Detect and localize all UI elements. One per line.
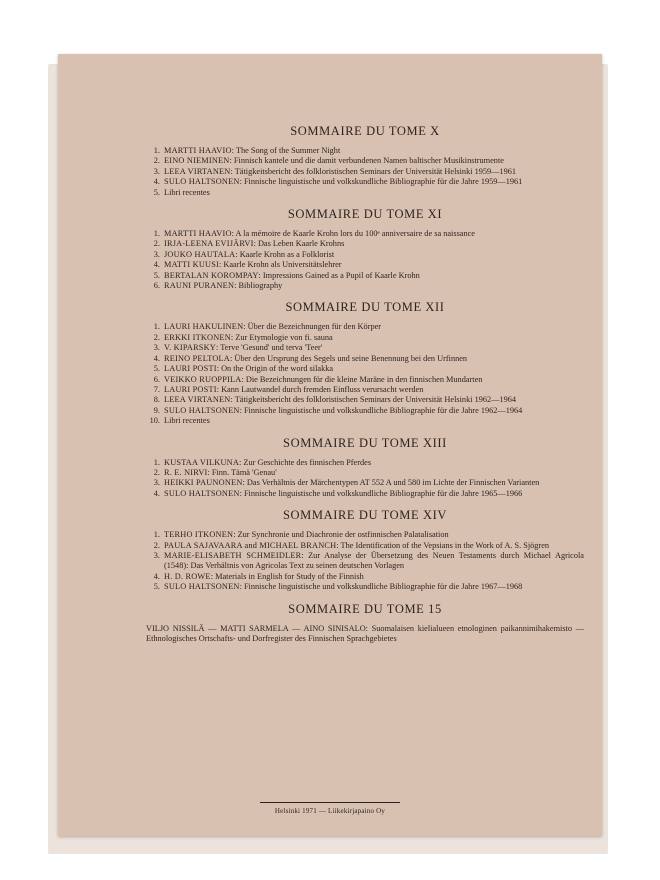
author: KUSTAA VILKUNA [164,457,240,467]
list-item: 3. V. KIPARSKY: Terve 'Gesund' und terva 'Teer' [153,343,323,353]
article-title: : The Identification of the Vepsians in the Work of A. S. Sjögren [336,540,550,550]
list-item: 3. LEEA VIRTANEN: Tätigkeitsbericht des folkloristischen Seminars der Universität Helsinki 1959—1961 [153,166,517,176]
article-title: : Kaarle Krohn als Universitätslehrer [218,260,342,270]
article-title: : Finn. Tämä 'Genau' [207,467,277,477]
list-item: 9. SULO HALTSONEN: Finnische linguistische und volkskundliche Bibliographie für die Jahre 1962—1964 [153,405,523,415]
author: MARTTI HAAVIO [164,146,232,155]
section-tome-xii [146,300,584,426]
tome-15-description: VILJO NISSILÄ — MATTI SARMELA — AINO SINISALO: Suomalaisen kielialueen etnologinen paikannimihakemisto — Ethnologisches Ortschafts- und Dorfregister des Finnischen Sprachgebietes [146,623,584,643]
list-item: 7. LAURI POSTI: Kann Lautwandel durch fremden Einfluss verursacht werden [153,384,424,394]
article-title: : Über den Ursprung des Segels und seine Benennung bei den Urfinnen [229,353,468,363]
article-title: Libri recentes [164,187,210,197]
author: SULO HALTSONEN [164,405,240,415]
author: LAURI POSTI [164,364,217,374]
author: IRJA-LEENA EVIJÄRVI [164,239,254,249]
article-title: : Die Bezeichnungen für die kleine Maräne in den finnischen Mundarten [241,374,483,384]
author: LEEA VIRTANEN [164,395,231,405]
author: SULO HALTSONEN [164,582,240,592]
author: RAUNI PURANEN [164,281,235,291]
list-item: 3. MARIE-ELISABETH SCHMEIDLER: Zur Analyse der Übersetzung des Neuen Testaments durch Michael Agricola (1548): Das Verhältnis von Agricolas Text zu seinen deutschen Vorlagen [153,550,584,571]
list-item: 3. JOUKO HAUTALA: Kaarle Krohn as a Folklorist [153,249,335,259]
author: LAURI HAKULINEN [164,322,244,332]
list-item: 2. R. E. NIRVI: Finn. Tämä 'Genau' [153,467,277,477]
article-title: : A la mémoire de Kaarle Krohn lors du 100ᵉ anniversaire de sa naissance [231,229,475,239]
article-title: : Terve 'Gesund' und terva 'Teer' [216,343,323,353]
list-item: 4. MATTI KUUSI: Kaarle Krohn als Universitätslehrer [153,260,342,270]
author: EINO NIEMINEN [164,156,230,166]
article-title: : Bibliography [234,281,283,291]
author: HEIKKI PAUNONEN [164,478,243,488]
section-title: SOMMAIRE DU TOME XIV [283,508,447,523]
author: BERTALAN KOROMPAY [164,270,259,280]
list-item: 4. REINO PELTOLA: Über den Ursprung des Segels und seine Benennung bei den Urfinnen [153,353,468,363]
article-title: : Finnische linguistische und volkskundliche Bibliographie für die Jahre 1965—1966 [239,488,523,498]
author: LAURI POSTI [164,384,217,394]
list-item: 10. Libri recentes [149,416,210,426]
list-item: 6. VEIKKO RUOPPILA: Die Bezeichnungen für die kleine Maräne in den finnischen Mundarten [153,374,483,384]
article-title: : Zur Synchronie und Diachronie der ostfinnischen Palatalisation [233,530,449,540]
list-item: 1. KUSTAA VILKUNA: Zur Geschichte des finnischen Pferdes [153,457,372,467]
author: V. KIPARSKY [164,343,217,353]
author: SULO HALTSONEN [164,488,240,498]
article-title: : Impressions Gained as a Pupil of Kaarle Krohn [258,270,420,280]
author: REINO PELTOLA [164,353,230,363]
section-title: SOMMAIRE DU TOME X [290,124,440,138]
author: H. D. ROWE [164,571,211,581]
section-tome-xiv [146,508,584,592]
list-item: 5. Libri recentes [153,187,210,197]
article-title: : Tätigkeitsbericht des folkloristischen Seminars der Universität Helsinki 1959—1961 [230,166,517,176]
list-item: 4. SULO HALTSONEN: Finnische linguistische und volkskundliche Bibliographie für die Jahre 1959—1961 [153,177,523,187]
list-item: 5. BERTALAN KOROMPAY: Impressions Gained as a Pupil of Kaarle Krohn [153,270,420,280]
author: TERHO ITKONEN [164,530,234,540]
article-title: : On the Origin of the word silakka [216,364,334,374]
article-title: : Kaarle Krohn as a Folklorist [235,249,335,259]
article-title: : Das Verhältnis der Märchentypen AT 552 A und 580 im Lichte der Finnischen Varianten [242,478,540,488]
article-title: : Finnische linguistische und volkskundliche Bibliographie für die Jahre 1959—1961 [239,177,523,187]
author: MATTI KUUSI [164,260,219,270]
list-item: 6. RAUNI PURANEN: Bibliography [153,281,283,291]
list-item: 4. H. D. ROWE: Materials in English for Study of the Finnish [153,571,364,581]
article-title: : The Song of the Summer Night [231,146,341,155]
article-title: : Kann Lautwandel durch fremden Einfluss verursacht werden [216,384,424,394]
author: LEEA VIRTANEN [164,166,231,176]
imprint: Helsinki 1971 — Liikekirjapaino Oy [274,807,386,815]
list-item: 2. ERKKI ITKONEN: Zur Etymologie von fi. sauna [153,332,333,342]
author: PAULA SAJAVAARA and MICHAEL BRANCH [164,540,337,550]
list-item: 2. EINO NIEMINEN: Finnisch kantele und die damit verbundenen Namen baltischer Musikinstrumente [153,156,504,166]
list-item: 3. HEIKKI PAUNONEN: Das Verhältnis der Märchentypen AT 552 A und 580 im Lichte der Finnischen Varianten [153,478,540,488]
section-title: SOMMAIRE DU TOME XI [287,207,443,222]
list-item: 4. SULO HALTSONEN: Finnische linguistische und volkskundliche Bibliographie für die Jahre 1965—1966 [153,488,523,498]
list-item: 5. SULO HALTSONEN: Finnische linguistische und volkskundliche Bibliographie für die Jahre 1967—1968 [153,582,523,592]
imprint-block [58,802,602,815]
article-title: : Das Leben Kaarle Krohns [253,239,345,249]
article-title: : Tätigkeitsbericht des folkloristischen Seminars der Universität Helsinki 1962—1964 [230,395,517,405]
list-item: 1. MARTTI HAAVIO: A la mémoire de Kaarle Krohn lors du 100ᵉ anniversaire de sa naissance [153,229,475,239]
author: MARTTI HAAVIO [164,229,232,239]
article-title: : Über die Bezeichnungen für den Körper [243,322,382,332]
list-item: 2. IRJA-LEENA EVIJÄRVI: Das Leben Kaarle Krohns [153,239,345,249]
article-title: : Zur Etymologie von fi. sauna [230,332,333,342]
article-title: : Finnisch kantele und die damit verbundenen Namen baltischer Musikinstrumente [229,156,504,166]
section-tome-xi [146,207,584,291]
list-item: 2. PAULA SAJAVAARA and MICHAEL BRANCH: The Identification of the Vepsians in the Work of A. S. Sjögren [153,540,550,550]
section-title: SOMMAIRE DU TOME 15 [288,601,442,616]
author: ERKKI ITKONEN [164,332,231,342]
section-tome-15 [146,602,584,645]
section-tome-xiii [146,436,584,500]
book-back-cover [58,54,602,836]
author: VEIKKO RUOPPILA [164,374,242,384]
contents-listing [146,124,584,653]
list-item: 1. MARTTI HAAVIO: The Song of the Summer Night [153,146,341,155]
list-item: 5. LAURI POSTI: On the Origin of the word silakka [153,364,334,374]
list-item: 1. TERHO ITKONEN: Zur Synchronie und Diachronie der ostfinnischen Palatalisation [153,530,449,540]
divider [260,802,400,803]
list-item: 8. LEEA VIRTANEN: Tätigkeitsbericht des folkloristischen Seminars der Universität Helsinki 1962—1964 [153,395,517,405]
article-title: : Materials in English for Study of the Finnish [210,571,364,581]
article-title: : Zur Geschichte des finnischen Pferdes [239,457,372,467]
article-title: Libri recentes [164,416,210,426]
author: R. E. NIRVI [164,467,208,477]
section-title: SOMMAIRE DU TOME XIII [283,435,447,450]
article-title: : Finnische linguistische und volkskundliche Bibliographie für die Jahre 1967—1968 [239,582,523,592]
list-item: 1. LAURI HAKULINEN: Über die Bezeichnungen für den Körper [153,322,382,332]
author: JOUKO HAUTALA [164,249,236,259]
article-title: : Zur Analyse der Übersetzung des Neuen Testaments durch Michael Agricola (1548): Das Verhältnis von Agricolas Text zu seinen deutschen Vorlagen [164,550,584,571]
section-title: SOMMAIRE DU TOME XII [285,300,445,315]
author: SULO HALTSONEN [164,177,240,187]
article-title: : Finnische linguistische und volkskundliche Bibliographie für die Jahre 1962—1964 [239,405,523,415]
section-tome-x [146,124,584,198]
author: MARIE-ELISABETH SCHMEIDLER [164,550,302,560]
